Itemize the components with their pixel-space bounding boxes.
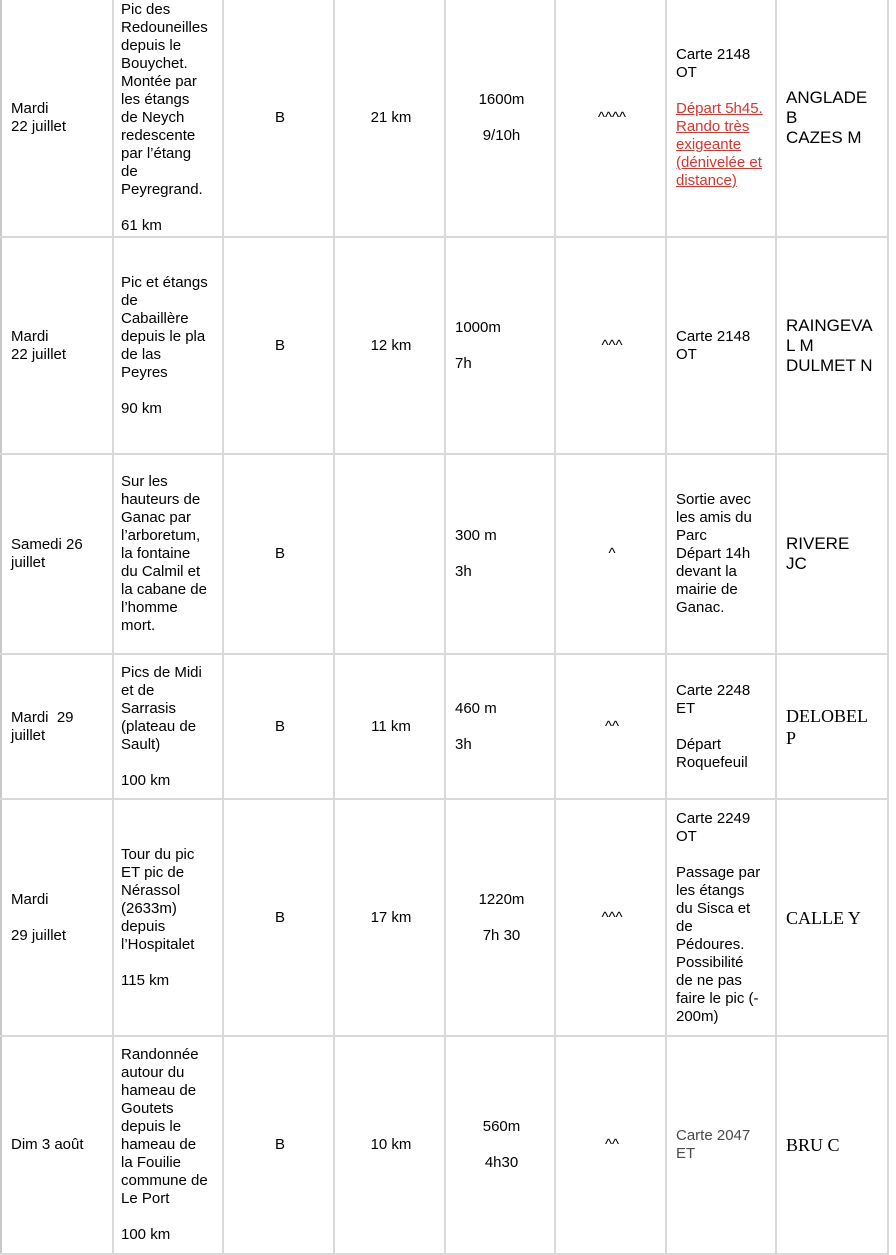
climb-cell: 300 m 3h: [445, 454, 555, 654]
guide-cell: CALLE Y: [776, 799, 888, 1036]
distance-cell: 11 km: [334, 654, 445, 799]
difficulty-cell: ^: [555, 454, 666, 654]
difficulty-cell: ^^^: [555, 237, 666, 454]
table-row: [1, 1036, 888, 1254]
guide-cell: RAINGEVA L M DULMET N: [776, 237, 888, 454]
difficulty-cell: ^^: [555, 1036, 666, 1254]
date-cell: Mardi 29 juillet: [1, 654, 113, 799]
level-cell: B: [223, 1036, 334, 1254]
climb-cell: 1220m 7h 30: [445, 799, 555, 1036]
date-cell: Dim 3 août: [1, 1036, 113, 1254]
climb-cell: 560m 4h30: [445, 1036, 555, 1254]
date-cell: Mardi 29 juillet: [1, 799, 113, 1036]
distance-cell: 12 km: [334, 237, 445, 454]
warning-text: Départ 5h45.: [676, 100, 763, 117]
guide-cell: BRU C: [776, 1036, 888, 1254]
level-cell: B: [223, 237, 334, 454]
distance-cell: 17 km: [334, 799, 445, 1036]
table-row: [1, 799, 888, 1036]
info-cell: Sortie avec les amis du Parc Départ 14h devant la mairie de Ganac.: [666, 454, 776, 654]
date-cell: Samedi 26 juillet: [1, 454, 113, 654]
info-cell: Carte 2047 ET: [666, 1036, 776, 1254]
info-cell: Carte 2148 OT Départ 5h45. Rando très exigeante (dénivelée et distance): [666, 0, 776, 237]
info-cell: Carte 2248 ET Départ Roquefeuil: [666, 654, 776, 799]
difficulty-cell: ^^^: [555, 799, 666, 1036]
description-cell: Tour du pic ET pic de Nérassol (2633m) depuis l’Hospitalet 115 km: [113, 799, 223, 1036]
level-cell: B: [223, 799, 334, 1036]
travel-distance: 100 km: [121, 1226, 171, 1243]
travel-distance: 90 km: [121, 399, 162, 417]
climb-cell: 460 m 3h: [445, 654, 555, 799]
distance-cell: [334, 454, 445, 654]
level-cell: B: [223, 654, 334, 799]
guide-cell: RIVERE JC: [776, 454, 888, 654]
description-cell: Randonnée autour du hameau de Goutets depuis le hameau de la Fouilie commune de Le Port 100 km: [113, 1036, 223, 1254]
difficulty-cell: ^^^^: [555, 0, 666, 237]
table-row: [1, 237, 888, 454]
description-cell: Pic et étangs de Cabaillère depuis le pla de las Peyres 90 km: [113, 237, 223, 454]
description-cell: Pics de Midi et de Sarrasis (plateau de Sault) 100 km: [113, 654, 223, 799]
climb-cell: 1600m 9/10h: [445, 0, 555, 237]
travel-distance: 61 km: [121, 217, 162, 234]
distance-cell: 10 km: [334, 1036, 445, 1254]
travel-distance: 100 km: [121, 771, 171, 789]
description-cell: Sur les hauteurs de Ganac par l’arboretum, la fontaine du Calmil et la cabane de l’homme mort.: [113, 454, 223, 654]
climb-cell: 1000m 7h: [445, 237, 555, 454]
table-row: [1, 654, 888, 799]
travel-distance: 115 km: [121, 971, 170, 989]
table-row: [1, 454, 888, 654]
guide-cell: ANGLADE B CAZES M: [776, 0, 888, 237]
date-cell: Mardi 22 juillet: [1, 0, 113, 237]
distance-cell: 21 km: [334, 0, 445, 237]
guide-cell: DELOBEL P: [776, 654, 888, 799]
level-cell: B: [223, 0, 334, 237]
info-cell: Carte 2249 OT Passage par les étangs du Sisca et de Pédoures. Possibilité de ne pas faire le pic (- 200m): [666, 799, 776, 1036]
table-row: [1, 0, 888, 237]
level-cell: B: [223, 454, 334, 654]
date-cell: Mardi 22 juillet: [1, 237, 113, 454]
info-cell: Carte 2148 OT: [666, 237, 776, 454]
description-cell: Pic des Redouneilles depuis le Bouychet. Montée par les étangs de Neych redescente par l’étang de Peyregrand. 61 km: [113, 0, 223, 237]
difficulty-cell: ^^: [555, 654, 666, 799]
